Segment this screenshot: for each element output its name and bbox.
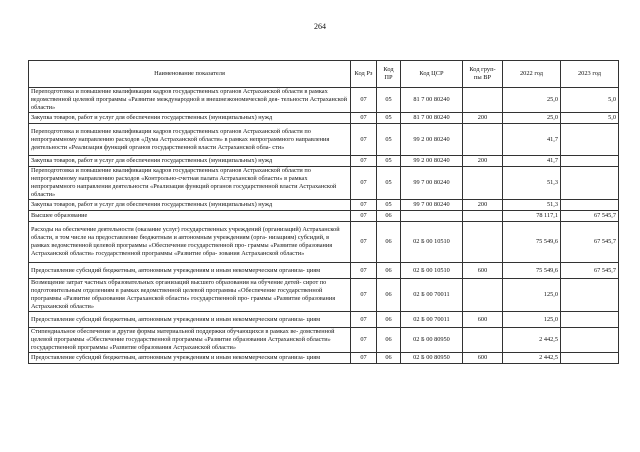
- cell-2023: 5,0: [561, 88, 619, 113]
- cell-2022: 2 442,5: [503, 328, 561, 353]
- table-row: [29, 211, 619, 222]
- cell-rz: 07: [351, 353, 377, 364]
- cell-pr: 05: [377, 124, 401, 156]
- cell-pr: 06: [377, 222, 401, 263]
- cell-2022: 25,0: [503, 88, 561, 113]
- table-row: [29, 222, 619, 263]
- cell-vr: [463, 167, 503, 200]
- cell-name: Закупка товаров, работ и услуг для обеспечения государственных (муниципальных) нужд: [29, 113, 351, 124]
- cell-rz: 07: [351, 211, 377, 222]
- cell-csr: 02 Б 00 70011: [401, 312, 463, 328]
- header-pr: Код ПР: [377, 61, 401, 88]
- cell-vr: 200: [463, 113, 503, 124]
- cell-csr: 81 7 00 80240: [401, 113, 463, 124]
- cell-pr: 05: [377, 113, 401, 124]
- cell-name: Закупка товаров, работ и услуг для обеспечения государственных (муниципальных) нужд: [29, 200, 351, 211]
- cell-2023: [561, 156, 619, 167]
- table-row: [29, 312, 619, 328]
- cell-2023: [561, 167, 619, 200]
- cell-name: Возмещение затрат частных образовательных организаций высшего образования на обучение детей- сирот по подготовительным отделениям в рамках ведомственной целевой программы «Обеспечение государственной программы «Развитие образования Астраханской области» государственной про- граммы «Развитие образования Астраханской области»: [29, 279, 351, 312]
- cell-pr: 06: [377, 263, 401, 279]
- header-2022: 2022 год: [503, 61, 561, 88]
- cell-name: Закупка товаров, работ и услуг для обеспечения государственных (муниципальных) нужд: [29, 156, 351, 167]
- cell-pr: 05: [377, 156, 401, 167]
- cell-2022: 41,7: [503, 156, 561, 167]
- cell-rz: 07: [351, 167, 377, 200]
- cell-vr: 200: [463, 156, 503, 167]
- cell-csr: [401, 211, 463, 222]
- cell-2023: [561, 279, 619, 312]
- header-rz: Код Рз: [351, 61, 377, 88]
- cell-2023: 67 545,7: [561, 211, 619, 222]
- cell-name: Предоставление субсидий бюджетным, автономным учреждениям и иным некоммерческим организа- циям: [29, 263, 351, 279]
- cell-rz: 07: [351, 156, 377, 167]
- cell-pr: 05: [377, 167, 401, 200]
- cell-vr: 600: [463, 312, 503, 328]
- header-csr: Код ЦСР: [401, 61, 463, 88]
- cell-name: Предоставление субсидий бюджетным, автономным учреждениям и иным некоммерческим организа- циям: [29, 312, 351, 328]
- cell-rz: 07: [351, 113, 377, 124]
- cell-2022: 125,0: [503, 279, 561, 312]
- header-2023: 2023 год: [561, 61, 619, 88]
- cell-rz: 07: [351, 263, 377, 279]
- cell-csr: 99 7 00 80240: [401, 200, 463, 211]
- cell-name: Расходы на обеспечение деятельности (оказание услуг) государственных учреждений (организаций) Астраханской области, в том числе на предоставление бюджетным и автономным учреждениям (орга- низациям) субсидий, в рамках ведомственной целевой программы «Обеспечение государственной про- граммы «Развитие образования Астраханской области» государственной программы «Развитие обра- зования Астраханской области»: [29, 222, 351, 263]
- cell-2022: 41,7: [503, 124, 561, 156]
- cell-rz: 07: [351, 328, 377, 353]
- cell-csr: 02 Б 00 70011: [401, 279, 463, 312]
- cell-rz: 07: [351, 312, 377, 328]
- table-row: [29, 328, 619, 353]
- cell-2022: 125,0: [503, 312, 561, 328]
- cell-2022: 25,0: [503, 113, 561, 124]
- cell-pr: 06: [377, 279, 401, 312]
- cell-2022: 75 549,6: [503, 263, 561, 279]
- cell-2022: 75 549,6: [503, 222, 561, 263]
- table-row: [29, 279, 619, 312]
- cell-2023: [561, 124, 619, 156]
- cell-2023: [561, 328, 619, 353]
- table-row: [29, 200, 619, 211]
- cell-rz: 07: [351, 222, 377, 263]
- cell-2023: [561, 312, 619, 328]
- cell-pr: 05: [377, 88, 401, 113]
- cell-name: Переподготовка и повышение квалификации кадров государственных органов Астраханской области по непрограммному направлению расходов «Контрольно-счетная палата Астраханской области» в рамках непрограммного направления деятельности «Реализация функций органов государственной власти Астраханской области»: [29, 167, 351, 200]
- header-name: Наименование показателя: [29, 61, 351, 88]
- cell-csr: 02 Б 00 80950: [401, 353, 463, 364]
- cell-name: Стипендиальное обеспечение и другие формы материальной поддержки обучающихся в рамках ве- домственной целевой программы «Обеспечение государственной программы «Развитие образования Астраханской области» государственной программы «Развитие образования Астраханской области»: [29, 328, 351, 353]
- table-row: [29, 353, 619, 364]
- table-row: [29, 263, 619, 279]
- header-vr: Код груп- пы ВР: [463, 61, 503, 88]
- cell-vr: 200: [463, 200, 503, 211]
- cell-pr: 06: [377, 312, 401, 328]
- cell-name: Переподготовка и повышение квалификации кадров государственных органов Астраханской области по непрограммному направлению расходов «Дума Астраханской области» в рамках непрограммного направления деятельности «Реализация функций органов государственной власти Астраханской обла- сти»: [29, 124, 351, 156]
- cell-csr: 02 Б 00 10510: [401, 263, 463, 279]
- table-row: [29, 113, 619, 124]
- cell-csr: 99 2 00 80240: [401, 124, 463, 156]
- cell-2023: [561, 353, 619, 364]
- table-header-row: [29, 61, 619, 88]
- page-number: 264: [314, 22, 326, 31]
- cell-csr: 99 2 00 80240: [401, 156, 463, 167]
- cell-vr: [463, 328, 503, 353]
- cell-2022: 51,3: [503, 200, 561, 211]
- cell-2023: 67 545,7: [561, 263, 619, 279]
- cell-2022: 78 117,1: [503, 211, 561, 222]
- cell-2023: 5,0: [561, 113, 619, 124]
- cell-pr: 06: [377, 328, 401, 353]
- cell-pr: 06: [377, 211, 401, 222]
- cell-vr: [463, 124, 503, 156]
- budget-table: [28, 60, 619, 364]
- cell-name: Высшее образование: [29, 211, 351, 222]
- cell-csr: 02 Б 00 80950: [401, 328, 463, 353]
- cell-csr: 99 7 00 80240: [401, 167, 463, 200]
- cell-pr: 05: [377, 200, 401, 211]
- cell-2022: 2 442,5: [503, 353, 561, 364]
- table-row: [29, 156, 619, 167]
- cell-vr: [463, 279, 503, 312]
- table-row: [29, 88, 619, 113]
- table-body: [29, 88, 619, 364]
- table-row: [29, 167, 619, 200]
- cell-2022: 51,3: [503, 167, 561, 200]
- cell-rz: 07: [351, 88, 377, 113]
- cell-vr: [463, 222, 503, 263]
- cell-vr: [463, 88, 503, 113]
- cell-vr: 600: [463, 353, 503, 364]
- cell-rz: 07: [351, 200, 377, 211]
- cell-vr: [463, 211, 503, 222]
- cell-name: Предоставление субсидий бюджетным, автономным учреждениям и иным некоммерческим организа- циям: [29, 353, 351, 364]
- cell-2023: 67 545,7: [561, 222, 619, 263]
- cell-rz: 07: [351, 124, 377, 156]
- table-row: [29, 124, 619, 156]
- cell-csr: 81 7 00 80240: [401, 88, 463, 113]
- cell-vr: 600: [463, 263, 503, 279]
- cell-csr: 02 Б 00 10510: [401, 222, 463, 263]
- cell-pr: 06: [377, 353, 401, 364]
- cell-2023: [561, 200, 619, 211]
- cell-rz: 07: [351, 279, 377, 312]
- cell-name: Переподготовка и повышение квалификации кадров государственных органов Астраханской области в рамках ведомственной целевой программы «Развитие международной и внешнеэкономической дея- тельности Астраханской области»: [29, 88, 351, 113]
